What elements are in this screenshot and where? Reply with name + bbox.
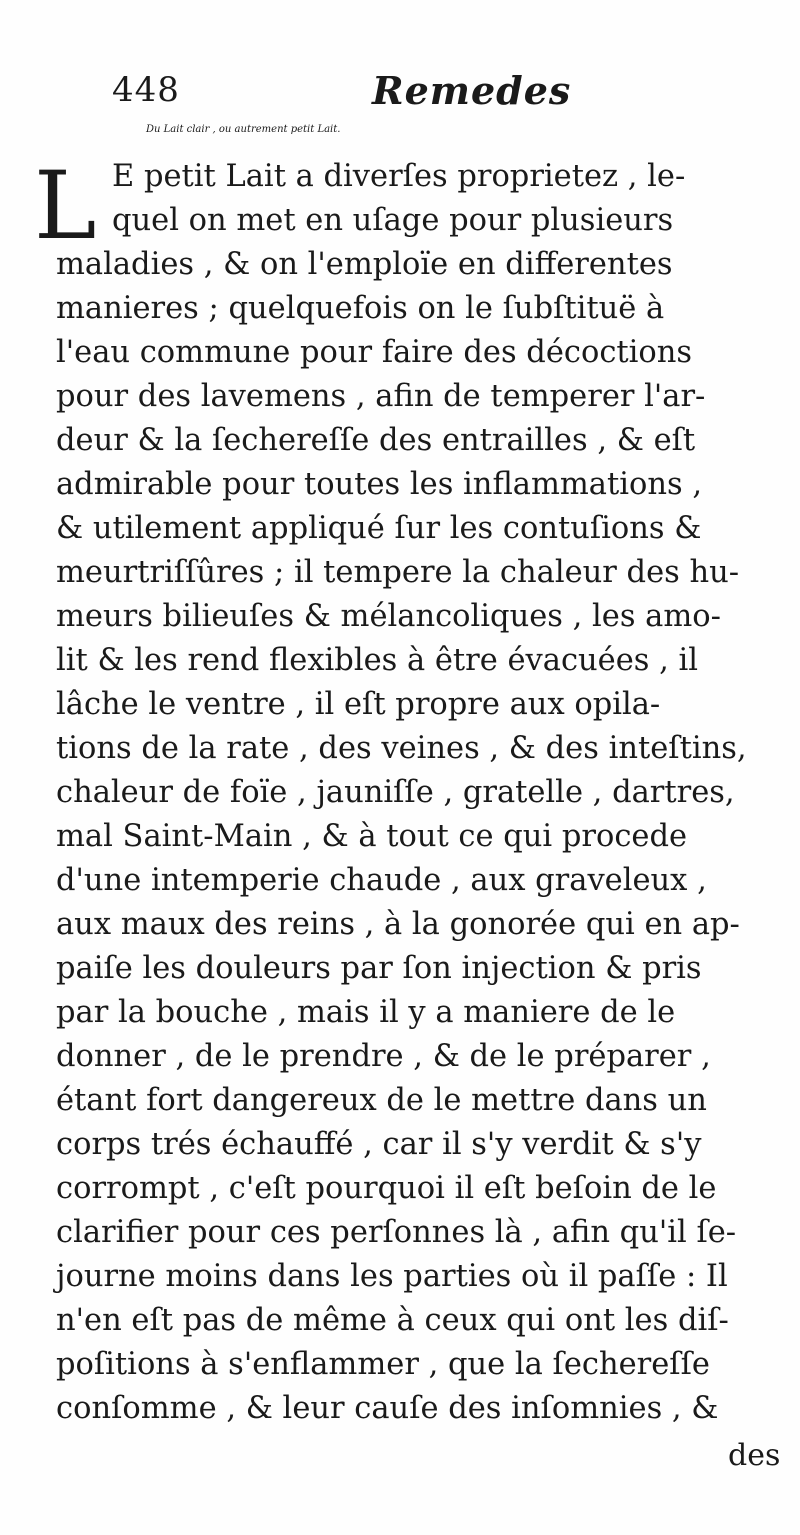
text-line: deur & la ſechereſſe des entrailles , & eſt [56, 423, 696, 458]
text-line: maladies , & on l'emploïe en differentes [56, 247, 673, 282]
text-line: aux maux des reins , à la gonorée qui en ap- [56, 907, 740, 942]
text-line: journe moins dans les parties où il paſſe : Il [56, 1259, 728, 1294]
text-line: d'une intemperie chaude , aux graveleux , [56, 863, 707, 898]
text-line: poſitions à s'enflammer , que la ſechereſſe [56, 1347, 710, 1382]
text-line: par la bouche , mais il y a maniere de le [56, 995, 676, 1030]
text-line: mal Saint-Main , & à tout ce qui procede [56, 819, 688, 854]
text-line: admirable pour toutes les inflammations , [56, 467, 703, 502]
text-line: pour des lavemens , afin de temperer l'ar- [56, 379, 706, 414]
text-line: meurtriſſûres ; il tempere la chaleur des hu- [56, 555, 740, 590]
text-line: E petit Lait a diverſes proprietez , le- [112, 159, 686, 194]
text-line: conſomme , & leur cauſe des inſomnies , & [56, 1391, 719, 1426]
text-line: n'en eſt pas de même à ceux qui ont les diſ- [56, 1303, 729, 1338]
text-line: étant fort dangereux de le mettre dans un [56, 1083, 707, 1118]
text-line: corrompt , c'eſt pourquoi il eſt beſoin de le [56, 1171, 717, 1206]
text-line: tions de la rate , des veines , & des inteſtins, [56, 731, 747, 766]
text-line: paiſe les douleurs par ſon injection & pris [56, 951, 702, 986]
drop-cap: L [34, 152, 97, 261]
text-line: manieres ; quelquefois on le ſubſtituë à [56, 291, 665, 326]
running-head: Remedes [372, 68, 572, 113]
text-line: lit & les rend flexibles à être évacuées , il [56, 643, 699, 678]
text-line: clarifier pour ces perſonnes là , afin qu'il ſe- [56, 1215, 737, 1250]
catchword: des [728, 1438, 781, 1473]
text-line: & utilement appliqué ſur les contuſions & [56, 511, 702, 546]
text-line: quel on met en uſage pour plusieurs [112, 203, 674, 238]
text-line: l'eau commune pour faire des décoctions [56, 335, 693, 370]
text-line: chaleur de foïe , jauniſſe , gratelle , dartres, [56, 775, 735, 810]
text-line: lâche le ventre , il eſt propre aux opila- [56, 687, 661, 722]
text-line: corps trés échauffé , car il s'y verdit & s'y [56, 1127, 702, 1162]
text-line: meurs bilieuſes & mélancoliques , les amo- [56, 599, 721, 634]
page-number: 448 [112, 70, 180, 110]
section-title: Du Lait clair , ou autrement petit Lait. [146, 124, 341, 135]
text-line: donner , de le prendre , & de le préparer , [56, 1039, 711, 1074]
